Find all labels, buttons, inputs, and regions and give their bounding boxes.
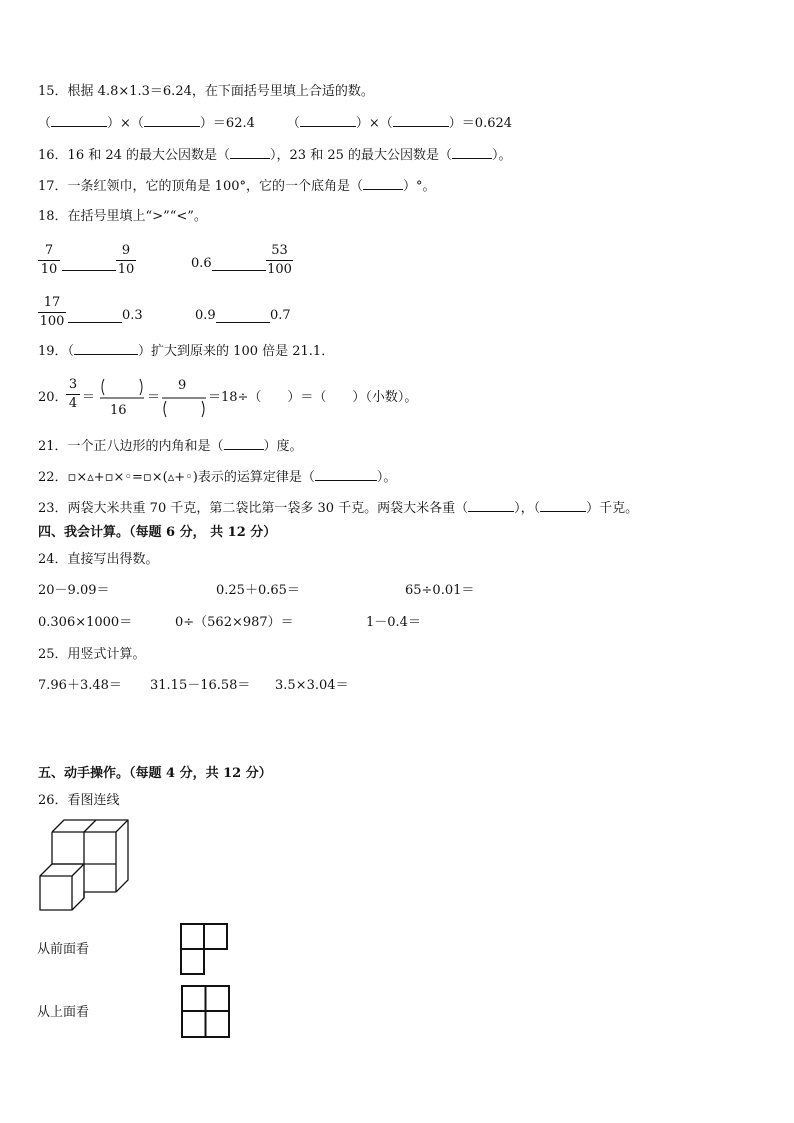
fraction-bar bbox=[116, 260, 136, 261]
q23-blank-1[interactable] bbox=[468, 499, 514, 512]
q20-f-denominator: 4 bbox=[68, 396, 78, 411]
q20-g-denominator: 16 bbox=[110, 403, 127, 418]
front-cube-top bbox=[40, 864, 84, 876]
q18-f4-numerator: 17 bbox=[43, 295, 61, 310]
q20-label: 20． bbox=[38, 390, 68, 405]
q18-answer-line-2[interactable] bbox=[212, 270, 266, 271]
q21 bbox=[38, 437, 303, 456]
q18-answer-line-1[interactable] bbox=[62, 270, 116, 271]
q24-row1-item3: 65÷0.01＝ bbox=[405, 583, 475, 598]
q24-row2-item3: 1－0.4＝ bbox=[366, 615, 421, 630]
q19-open: 19．（ bbox=[38, 344, 75, 359]
q25-item2: 31.15－16.58＝ bbox=[150, 678, 251, 693]
q24-row1-item2: 0.25＋0.65＝ bbox=[216, 583, 300, 598]
q18-f2-numerator: 9 bbox=[121, 243, 131, 258]
q15-b-end: ）＝0.624 bbox=[448, 116, 513, 131]
q26-stem: 26．看图连线 bbox=[38, 793, 120, 808]
q16-blank-1[interactable] bbox=[230, 146, 270, 159]
front-view-bottom-cell bbox=[181, 949, 204, 974]
q25-item3: 3.5×3.04＝ bbox=[275, 678, 349, 693]
q20-f-numerator: 3 bbox=[68, 377, 78, 392]
q18-fraction-9-10 bbox=[116, 243, 136, 278]
q25-item1: 7.96＋3.48＝ bbox=[38, 678, 122, 693]
q25-stem: 25．用竖式计算。 bbox=[38, 647, 146, 662]
q19-blank[interactable] bbox=[74, 342, 138, 355]
q26-top-view-label: 从上面看 bbox=[37, 1005, 90, 1020]
left-paren-shape bbox=[102, 379, 104, 395]
q15-blank-3[interactable] bbox=[300, 114, 356, 127]
top-view-shape bbox=[180, 985, 232, 1039]
q18-f4-denominator: 100 bbox=[39, 314, 65, 329]
q20-h-numerator: 9 bbox=[178, 378, 187, 393]
q17-blank[interactable] bbox=[363, 177, 403, 190]
section-4-title: 四、我会计算。（每题 6 分， 共 12 分） bbox=[38, 525, 277, 540]
q23 bbox=[38, 499, 638, 518]
q20-equals-1: ＝ bbox=[82, 390, 96, 405]
q22-blank[interactable] bbox=[315, 468, 377, 481]
q16-part1: 16．16 和 24 的最大公因数是（ bbox=[38, 148, 231, 163]
cube-stack-figure bbox=[38, 818, 132, 916]
q22 bbox=[38, 468, 396, 487]
q18-decimal-0-6: 0.6 bbox=[191, 256, 212, 271]
q18-f2-denominator: 10 bbox=[117, 262, 135, 277]
q21-part1: 21．一个正八边形的内角和是（ bbox=[38, 439, 224, 454]
q22-part2: ）。 bbox=[376, 470, 397, 485]
front-view-shape bbox=[180, 923, 230, 977]
front-cube-side bbox=[72, 892, 116, 910]
q18-answer-line-4[interactable] bbox=[216, 322, 270, 323]
q18-fraction-53-100 bbox=[266, 243, 293, 278]
q20-equals-2: ＝ bbox=[147, 390, 161, 405]
top-divider bbox=[84, 820, 96, 832]
q21-part2: ）度。 bbox=[263, 439, 303, 454]
q15-equation-row bbox=[38, 114, 512, 133]
q18-f3-denominator: 100 bbox=[267, 262, 292, 277]
q18-decimal-0-3: 0.3 bbox=[122, 308, 143, 323]
q16-part3: ）。 bbox=[492, 148, 512, 163]
q24-row2-item1: 0.306×1000＝ bbox=[38, 615, 133, 630]
q26-front-view-label: 从前面看 bbox=[37, 942, 90, 957]
q15-b-open: （ bbox=[286, 116, 300, 131]
q15-blank-1[interactable] bbox=[51, 114, 107, 127]
q24-row2-item2: 0÷（562×987）＝ bbox=[175, 615, 294, 630]
q15-stem: 15．根据 4.8×1.3＝6.24，在下面括号里填上合适的数。 bbox=[38, 84, 374, 99]
q18-answer-line-3[interactable] bbox=[68, 322, 122, 323]
q18-f1-numerator: 7 bbox=[44, 243, 54, 258]
q23-part3: ）千克。 bbox=[586, 501, 639, 516]
q23-part2: ），（ bbox=[514, 501, 541, 516]
fraction-bar bbox=[266, 260, 293, 261]
right-paren-shape bbox=[202, 401, 204, 417]
q21-blank[interactable] bbox=[224, 437, 264, 450]
q18-stem: 18．在括号里填上“>”“<”。 bbox=[38, 209, 207, 224]
front-cube-face bbox=[40, 876, 72, 910]
q18-f3-numerator: 53 bbox=[271, 243, 288, 258]
right-paren-shape bbox=[140, 379, 142, 395]
q18-fraction-17-100 bbox=[38, 295, 66, 330]
q23-blank-2[interactable] bbox=[540, 499, 586, 512]
q19-text: ）扩大到原来的 100 倍是 21.1． bbox=[138, 344, 335, 359]
fraction-bar bbox=[38, 312, 66, 313]
q20-fraction-3-4 bbox=[66, 377, 80, 412]
section-5-title: 五、动手操作。（每题 4 分，共 12 分） bbox=[38, 766, 272, 781]
q24-row1-item1: 20－9.09＝ bbox=[38, 583, 110, 598]
q18-f1-denominator: 10 bbox=[40, 262, 58, 277]
q15-b-mid: ）×（ bbox=[355, 116, 393, 131]
q15-a-end: ）＝62.4 bbox=[199, 116, 255, 131]
fraction-bar bbox=[66, 394, 80, 395]
q22-part1: 22．▫×▵+▫×◦=▫×(▵+◦)表示的运算定律是（ bbox=[38, 470, 315, 485]
q19 bbox=[38, 342, 334, 361]
q18-decimal-0-9: 0.9 bbox=[195, 308, 216, 323]
fraction-bar bbox=[38, 260, 60, 261]
q15-blank-4[interactable] bbox=[393, 114, 449, 127]
q16-blank-2[interactable] bbox=[452, 146, 492, 159]
q15-a-open: （ bbox=[38, 116, 52, 131]
q18-fraction-7-10 bbox=[38, 243, 60, 278]
q17-part1: 17．一条红领巾，它的顶角是 100°，它的一个底角是（ bbox=[38, 179, 363, 194]
q15-a-mid: ）×（ bbox=[107, 116, 144, 131]
q24-stem: 24．直接写出得数。 bbox=[38, 552, 159, 567]
q16-part2: ），23 和 25 的最大公因数是（ bbox=[270, 148, 453, 163]
q18-decimal-0-7: 0.7 bbox=[270, 308, 291, 323]
left-paren-shape bbox=[164, 401, 166, 417]
q15-blank-2[interactable] bbox=[144, 114, 200, 127]
q17-part2: ）°。 bbox=[403, 179, 436, 194]
q23-part1: 23．两袋大米共重 70 千克，第二袋比第一袋多 30 千克。两袋大米各重（ bbox=[38, 501, 469, 516]
q17 bbox=[38, 177, 436, 196]
q20-tail: ＝18÷（ ）＝（ ）（小数）。 bbox=[208, 390, 418, 405]
q16 bbox=[38, 146, 512, 165]
